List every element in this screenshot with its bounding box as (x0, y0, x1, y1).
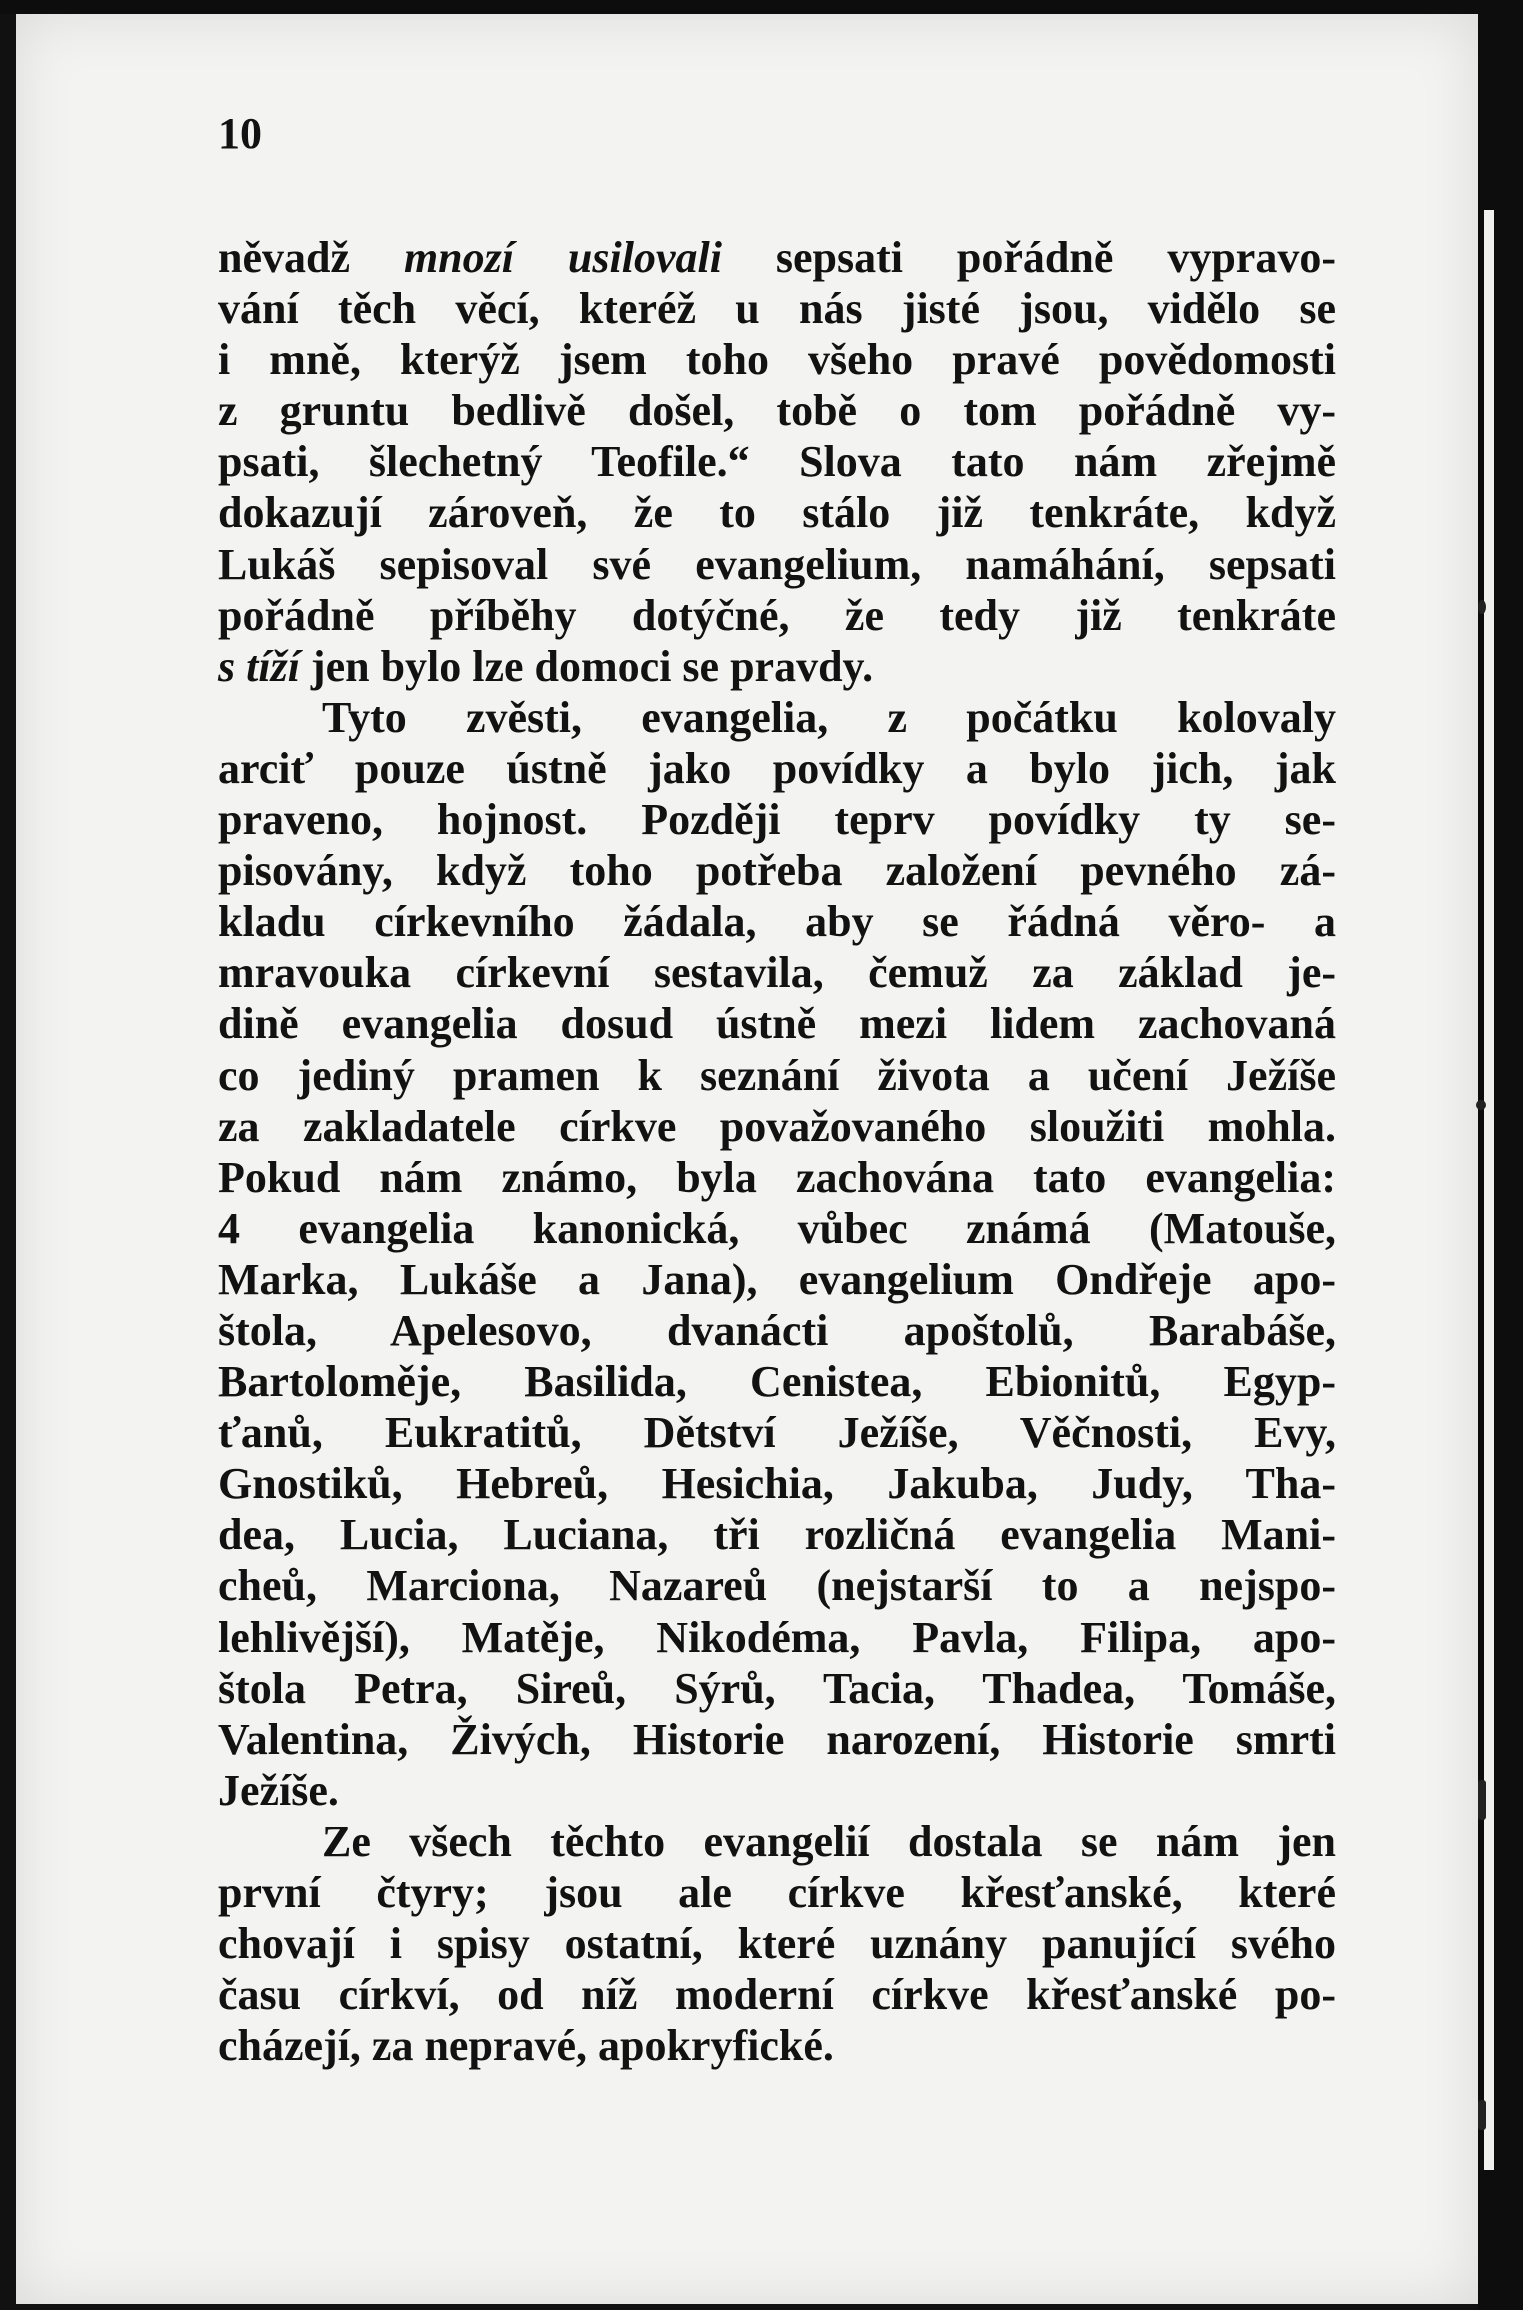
text-line: Gnostiků, Hebreů, Hesichia, Jakuba, Judy, Tha- (218, 1459, 1336, 1509)
text-line: psati, šlechetný Teofile.“ Slova tato nám zřejmě (218, 437, 1336, 487)
text-line: dea, Lucia, Luciana, tři rozličná evangelia Mani- (218, 1510, 1336, 1560)
text-line: dokazují zároveň, že to stálo již tenkráte, když (218, 488, 1336, 538)
paragraph-first-line: Ze všech těchto evangelií dostala se nám jen (322, 1816, 1336, 1866)
text-line: první čtyry; jsou ale církve křesťanské, které (218, 1868, 1336, 1917)
text-line: pisovány, když toho potřeba založení pevného zá- (218, 846, 1336, 896)
text-line: štola, Apelesovo, dvanácti apoštolů, Barabáše, (218, 1305, 1336, 1355)
text-line: Lukáš sepisoval své evangelium, namáhání, sepsati (218, 539, 1336, 589)
adjacent-page-edge (1484, 210, 1494, 2170)
text-line: vání těch věcí, kteréž u nás jisté jsou, vidělo se (218, 284, 1336, 334)
text-line: i mně, kterýž jsem toho všeho pravé povědomosti (218, 335, 1336, 385)
text-run: jen bylo lze domoci se pravdy. (299, 641, 874, 691)
text-line: 4 evangelia kanonická, vůbec známá (Matouše, (218, 1203, 1336, 1253)
text-line: co jediný pramen k seznání života a učení Ježíše (218, 1050, 1336, 1100)
text-line: štola Petra, Sireů, Sýrů, Tacia, Thadea, Tomáše, (218, 1663, 1336, 1713)
text-line: ťanů, Eukratitů, Dětství Ježíše, Věčnosti, Evy, (218, 1408, 1336, 1458)
paragraph-first-line: Tyto zvěsti, evangelia, z počátku kolovaly (322, 692, 1336, 742)
text-line: cházejí, za nepravé, apokryfické. (218, 2021, 834, 2071)
page-number: 10 (218, 109, 262, 158)
text-line (218, 641, 1336, 692)
scan-top-border (0, 0, 1523, 14)
speck (1478, 2100, 1486, 2130)
text-line: pořádně příběhy dotýčné, že tedy již tenkráte (218, 590, 1336, 640)
speck (1476, 1100, 1486, 1110)
text-line: cheů, Marciona, Nazareů (nejstarší to a nejspo- (218, 1561, 1336, 1611)
text-line: dině evangelia dosud ústně mezi lidem zachovaná (218, 999, 1336, 1049)
text-line: z gruntu bedlivě došel, tobě o tom pořádně vy- (218, 386, 1336, 436)
text-line: chovají i spisy ostatní, které uznány panující svého (218, 1919, 1336, 1969)
text-line: kladu církevního žádala, aby se řádná věro- a (218, 897, 1336, 947)
text-run: sepsati pořádně vypravo- (721, 233, 1336, 282)
italic-emphasis: mnozí usilovali (403, 233, 722, 282)
text-line: Marka, Lukáše a Jana), evangelium Ondřeje apo- (218, 1254, 1336, 1304)
speck (1478, 1780, 1486, 1820)
text-line: lehlivější), Matěje, Nikodéma, Pavla, Filipa, apo- (218, 1612, 1336, 1662)
text-line (218, 232, 1336, 283)
text-line: Pokud nám známo, byla zachována tato evangelia: (218, 1152, 1336, 1202)
speck (1478, 600, 1486, 614)
text-line: arciť pouze ústně jako povídky a bylo jich, jak (218, 743, 1336, 793)
italic-emphasis: s tíží (218, 641, 300, 691)
text-line: času církví, od níž moderní církve křesťanské po- (218, 1970, 1336, 2020)
text-line: Bartoloměje, Basilida, Cenistea, Ebionitů, Egyp- (218, 1357, 1336, 1407)
text-run: něvadž (218, 233, 404, 282)
text-line: Valentina, Živých, Historie narození, Historie smrti (218, 1714, 1336, 1764)
body-text (218, 232, 1336, 2071)
text-line: Ježíše. (218, 1765, 339, 1815)
text-line: za zakladatele církve považovaného sloužiti mohla. (218, 1101, 1336, 1151)
text-line: mravouka církevní sestavila, čemuž za základ je- (218, 948, 1336, 998)
text-line: praveno, hojnost. Později teprv povídky ty se- (218, 795, 1336, 845)
